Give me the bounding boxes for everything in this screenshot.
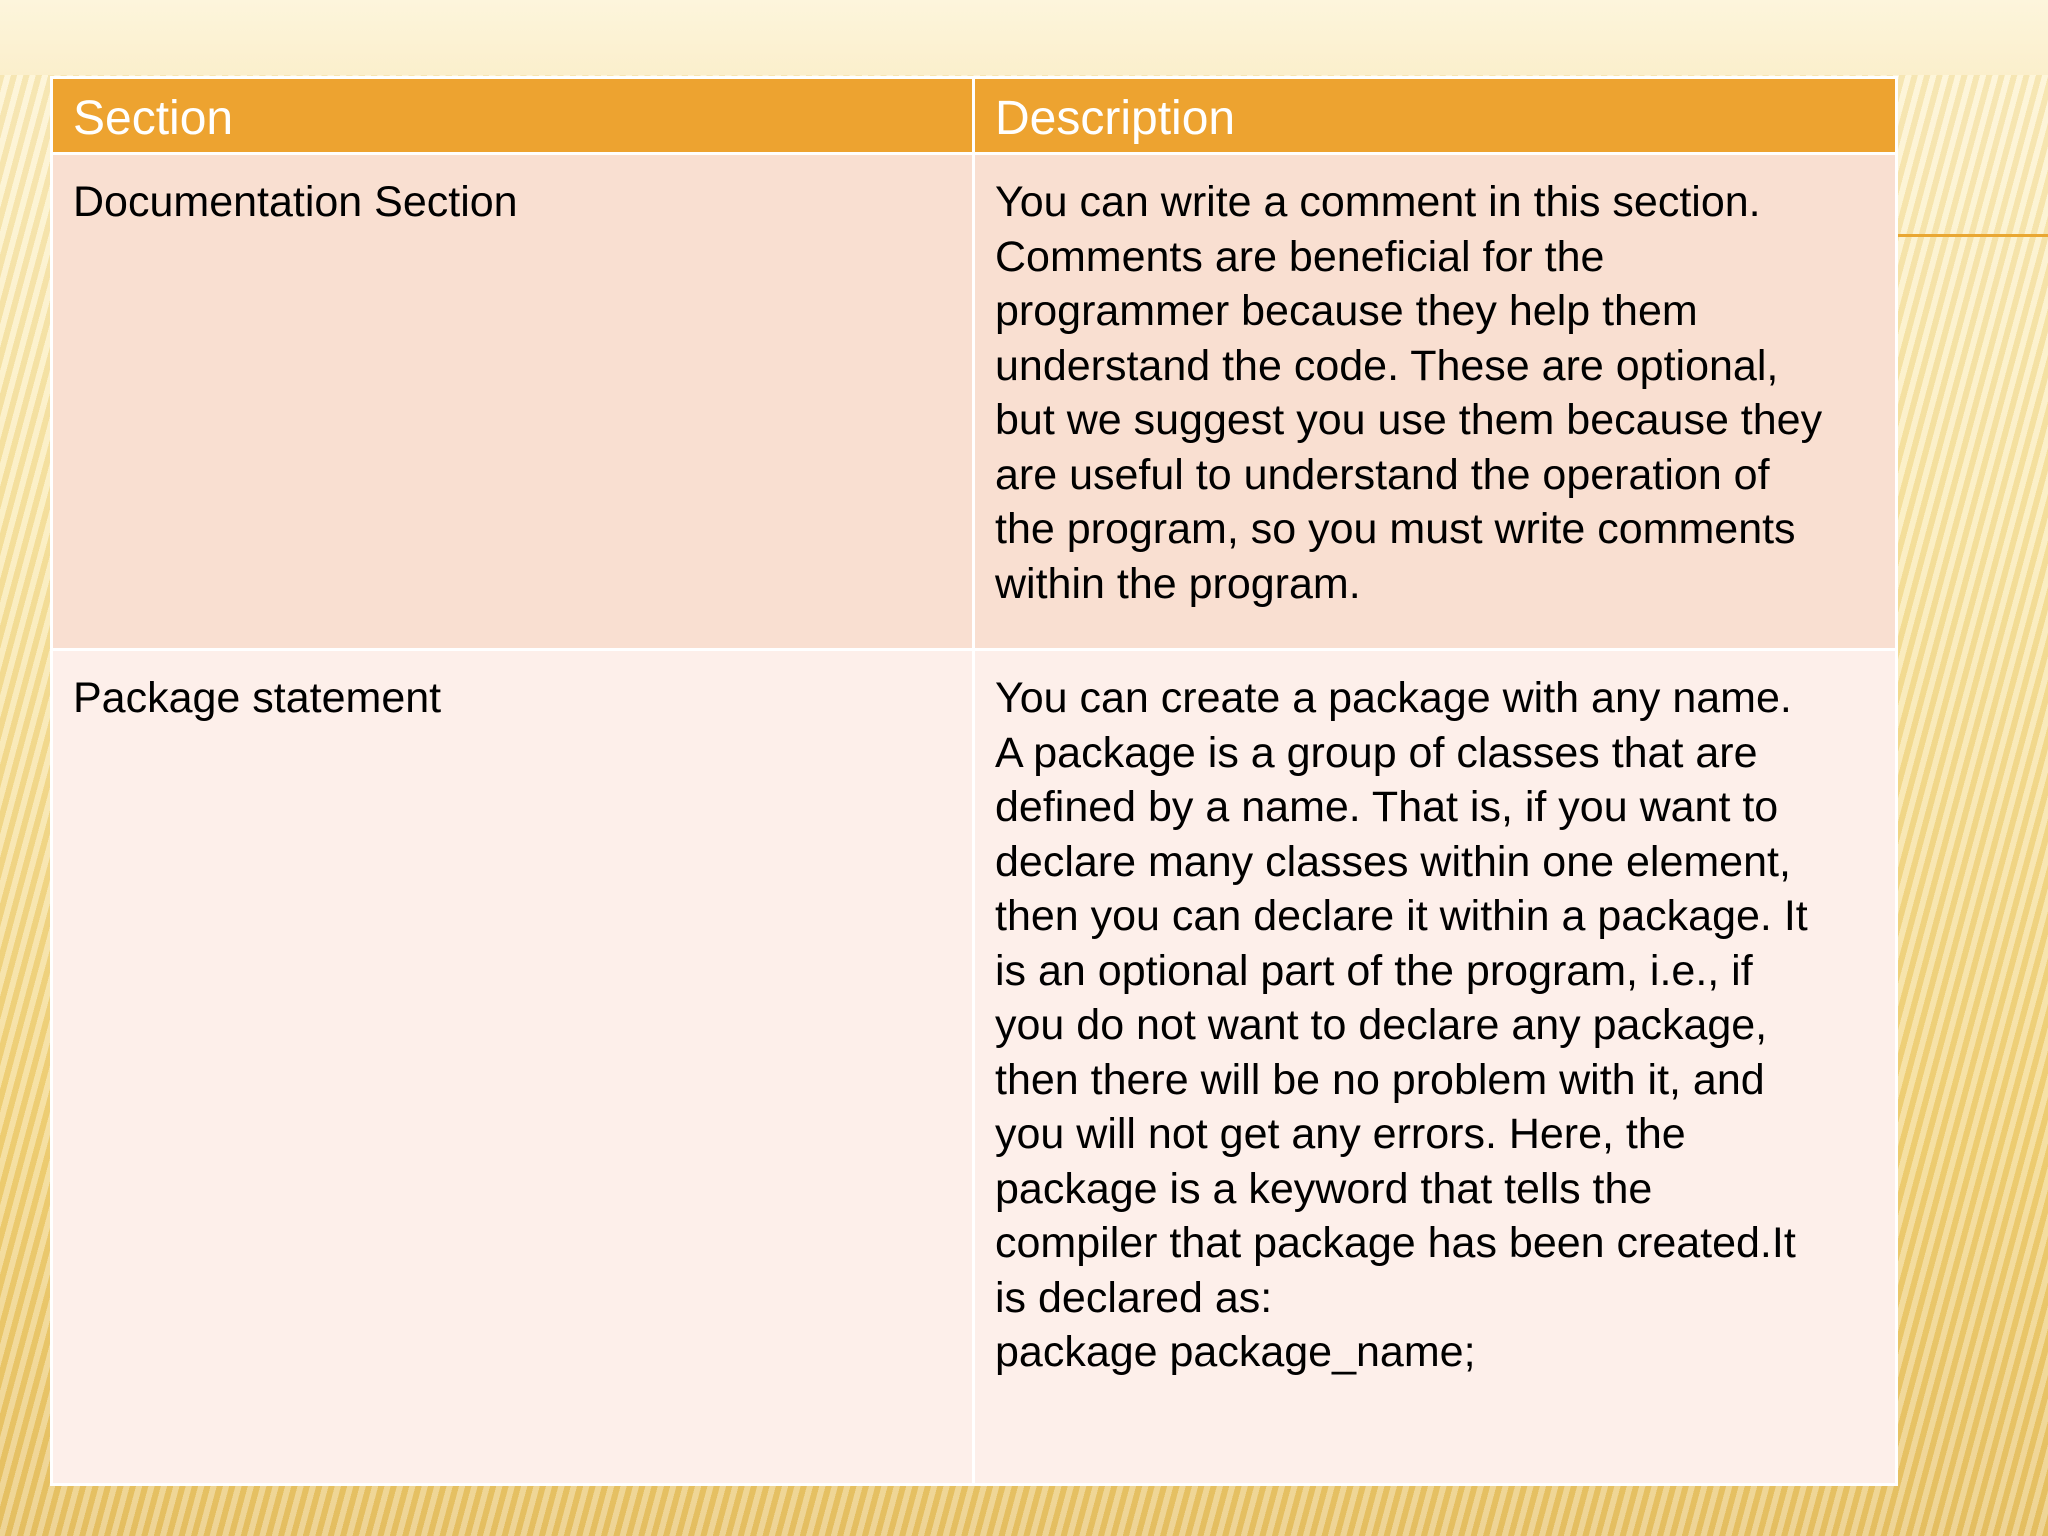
description-line: package is a keyword that tells the <box>995 1164 1653 1213</box>
description-line: within the program. <box>995 559 1361 608</box>
description-line: declare many classes within one element, <box>995 837 1791 886</box>
cell-section <box>52 154 974 650</box>
section-description <box>995 167 1875 611</box>
description-line: Comments are beneficial for the <box>995 232 1605 281</box>
description-line: package package_name; <box>995 1328 1476 1376</box>
header-section: Section <box>52 78 974 154</box>
slide-top-band <box>0 0 2048 75</box>
slide-accent-line <box>1895 234 2048 237</box>
description-line: defined by a name. That is, if you want to <box>995 783 1779 831</box>
cell-section <box>52 650 974 1485</box>
description-line: then you can declare it within a package. It <box>995 892 1808 940</box>
table-header-row <box>52 78 1897 154</box>
header-description: Description <box>974 78 1897 154</box>
description-line: then there will be no problem with it, and <box>995 1055 1765 1104</box>
cell-description <box>974 650 1897 1485</box>
description-line: but we suggest you use them because they <box>995 396 1823 444</box>
table-row <box>52 154 1897 650</box>
sections-table <box>50 76 1898 1486</box>
description-line: is declared as: <box>995 1273 1273 1322</box>
description-line: compiler that package has been created.It <box>995 1219 1796 1267</box>
cell-description <box>974 154 1897 650</box>
description-line: programmer because they help them <box>995 287 1698 335</box>
description-line: you will not get any errors. Here, the <box>995 1110 1686 1158</box>
description-line: You can write a comment in this section. <box>995 178 1761 226</box>
description-line: A package is a group of classes that are <box>995 728 1758 777</box>
table-row <box>52 650 1897 1485</box>
description-line: You can create a package with any name. <box>995 674 1792 722</box>
description-line: the program, so you must write comments <box>995 505 1796 553</box>
section-name: Package statement <box>73 674 442 722</box>
section-name: Documentation Section <box>73 178 518 226</box>
description-line: is an optional part of the program, i.e., if <box>995 946 1753 995</box>
description-line: understand the code. These are optional, <box>995 341 1779 390</box>
section-description <box>995 663 1875 1380</box>
description-line: you do not want to declare any package, <box>995 1001 1768 1049</box>
description-line: are useful to understand the operation of <box>995 450 1770 499</box>
